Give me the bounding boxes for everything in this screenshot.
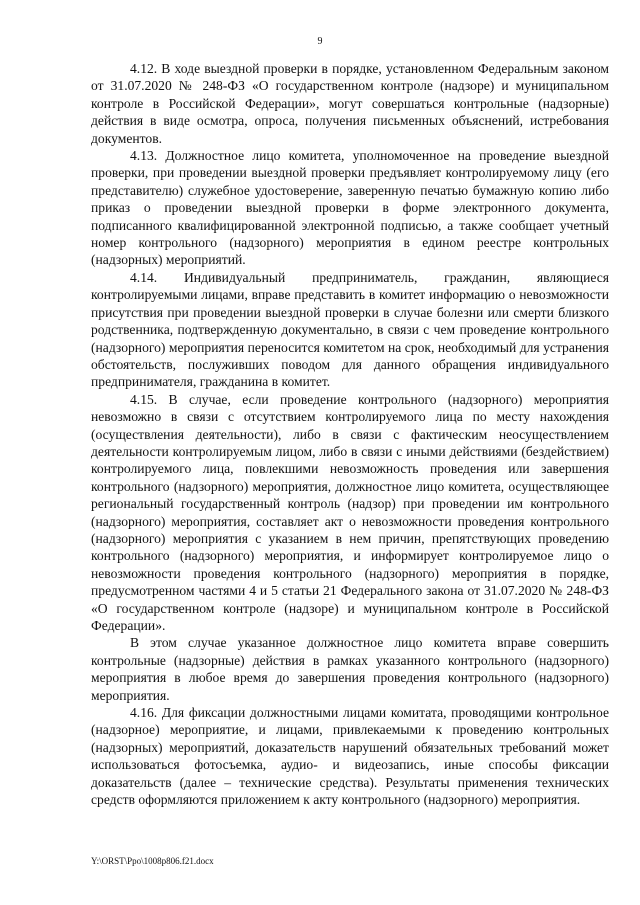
paragraph-4-13: 4.13. Должностное лицо комитета, уполномоченное на проведение выездной проверки, при проведении выездной проверки предъявляет контролируемому лицу (его представителю) служебное удостоверение, заверенную печатью бумажную копию либо приказ о проведении выездной проверки в форме электронного документа, подписанного квалифицированной электронной подписью, а также сообщает учетный номер контрольного (надзорного) мероприятия в едином реестре контрольных (надзорных) мероприятий. (91, 148, 609, 268)
document-body (91, 60, 609, 808)
paragraph-4-14: 4.14. Индивидуальный предприниматель, гражданин, являющиеся контролируемыми лицами, вправе представить в комитет информацию о невозможности присутствия при проведении выездной проверки в случае болезни или смерти близкого родственника, подтвержденную документально, в связи с чем проведение контрольного (надзорного) мероприятия переносится комитетом на срок, необходимый для устранения обстоятельств, послуживших поводом для данного обращения индивидуального предпринимателя, гражданина в комитет. (91, 269, 609, 390)
footer-file-path: Y:\ORST\Ppo\1008p806.f21.docx (91, 856, 214, 866)
paragraph-4-12: 4.12. В ходе выездной проверки в порядке, установленном Федеральным законом от 31.07.2020 № 248-ФЗ «О государственном контроле (надзоре) и муниципальном контроле в Российской Федерации», могут совершаться контрольные (надзорные) действия в виде осмотра, опроса, получения письменных объяснений, истребования документов. (91, 61, 609, 146)
page-number: 9 (317, 36, 323, 47)
paragraph-4-16: 4.16. Для фиксации должностными лицами комитата, проводящими контрольное (надзорное) мероприятие, и лицами, привлекаемыми к проведению контрольных (надзорных) мероприятий, доказательств нарушений обязательных требований может использоваться фотосъемка, аудио- и видеозапись, иные способы фиксации доказательств (далее – технические средства). Результаты применения технических средств оформляются приложением к акту контрольного (надзорного) мероприятия. (91, 705, 609, 808)
paragraph-4-15: 4.15. В случае, если проведение контрольного (надзорного) мероприятия невозможно в связи с отсутствием контролируемого лица по месту нахождения (осуществления деятельности), либо в связи с фактическим неосуществлением деятельности контролируемым лицом, либо в связи с иными действиями (бездействием) контролируемого лица, повлекшими невозможность проведения или завершения контрольного (надзорного) мероприятия, должностное лицо комитета, осуществляющее региональный государственный контроль (надзор) при проведении им контрольного (надзорного) мероприятия, составляет акт о невозможности проведения контрольного (надзорного) мероприятия с указанием в нем причин, препятствующих проведению контрольного (надзорного) мероприятия, и информирует контролируемое лицо о невозможности проведения контрольного (надзорного) мероприятия в порядке, предусмотренном частями 4 и 5 статьи 21 Федерального закона от 31.07.2020 № 248-ФЗ «О государственном контроле (надзоре) и муниципальном контроле в Российской Федерации». (91, 391, 609, 633)
paragraph-4-15-continued: В этом случае указанное должностное лицо комитета вправе совершить контрольные (надзорные) действия в рамках указанного контрольного (надзорного) мероприятия в любое время до завершения проведения контрольного (надзорного) мероприятия. (91, 635, 609, 703)
